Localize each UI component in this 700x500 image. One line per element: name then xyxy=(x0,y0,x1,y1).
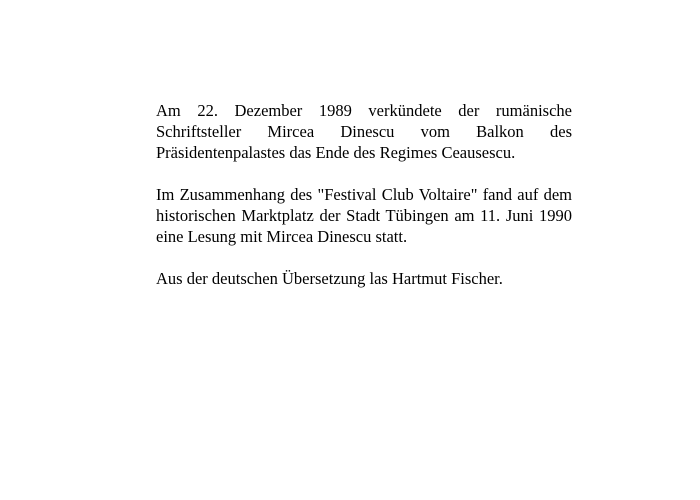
paragraph-translation: Aus der deutschen Übersetzung las Hartmut Fischer. xyxy=(156,269,503,288)
paragraph-balcony: Am 22. Dezember 1989 verkündete der rumänische Schriftsteller Mircea Dinescu vom Balkon des Präsidentenpalastes das Ende des Regimes Ceausescu. xyxy=(156,101,572,162)
text-block xyxy=(156,100,572,310)
paragraph-reading: Im Zusammenhang des "Festival Club Voltaire" fand auf dem historischen Marktplatz der Stadt Tübingen am 11. Juni 1990 eine Lesung mit Mircea Dinescu statt. xyxy=(156,185,572,246)
